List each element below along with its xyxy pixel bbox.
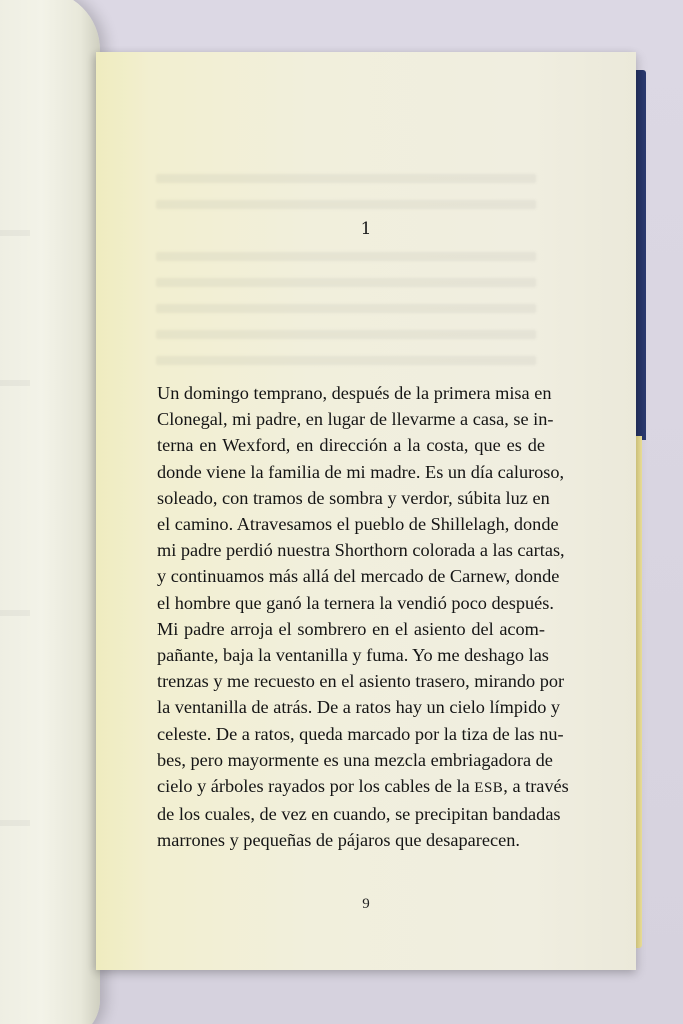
text-line: Mi padre arroja el sombrero en el asiento del acom- <box>157 618 545 639</box>
facing-page-show-through <box>0 820 30 826</box>
text-line: Clonegal, mi padre, en lugar de llevarme a casa, se in- <box>157 409 554 430</box>
facing-page <box>0 0 100 1024</box>
book-page <box>96 52 636 970</box>
text-line: Un domingo temprano, después de la primera misa en <box>157 383 552 403</box>
esb-abbreviation: ESB <box>474 780 504 797</box>
text-line-with-abbreviation <box>157 773 569 801</box>
text-line: donde viene la familia de mi madre. Es un día caluroso, <box>157 461 565 482</box>
show-through-text <box>156 278 536 287</box>
text-line: celeste. De a ratos, queda marcado por la tiza de las nu- <box>157 723 564 744</box>
text-line: el camino. Atravesamos el pueblo de Shillelagh, donde <box>157 514 559 535</box>
show-through-text <box>156 200 536 209</box>
text-line: el hombre que ganó la ternera la vendió poco después. <box>157 592 554 613</box>
text-fragment: , a través <box>503 776 569 797</box>
show-through-text <box>156 356 536 365</box>
text-line: la ventanilla de atrás. De a ratos hay un cielo límpido y <box>157 697 561 718</box>
text-line: bes, pero mayormente es una mezcla embriagadora de <box>157 749 553 770</box>
text-line: de los cuales, de vez en cuando, se precipitan bandadas <box>157 804 561 825</box>
text-line: trenzas y me recuesto en el asiento trasero, mirando por <box>157 671 565 692</box>
text-line: y continuamos más allá del mercado de Carnew, donde <box>157 566 560 587</box>
page-number: 9 <box>362 896 370 912</box>
facing-page-show-through <box>0 610 30 616</box>
text-line: soleado, con tramos de sombra y verdor, súbita luz en <box>157 487 550 508</box>
show-through-text <box>156 252 536 261</box>
facing-page-show-through <box>0 230 30 236</box>
text-line: marrones y pequeñas de pájaros que desaparecen. <box>157 830 520 851</box>
text-fragment: cielo y árboles rayados por los cables de la <box>157 776 475 797</box>
text-line: pañante, baja la ventanilla y fuma. Yo me deshago las <box>157 645 549 666</box>
show-through-text <box>156 304 536 313</box>
chapter-number: 1 <box>360 219 372 239</box>
show-through-text <box>156 330 536 339</box>
text-line: mi padre perdió nuestra Shorthorn colorada a las cartas, <box>157 540 565 561</box>
chapter-body-text <box>157 380 569 854</box>
show-through-text <box>156 174 536 183</box>
text-line: terna en Wexford, en dirección a la costa, que es de <box>157 435 545 456</box>
facing-page-show-through <box>0 380 30 386</box>
